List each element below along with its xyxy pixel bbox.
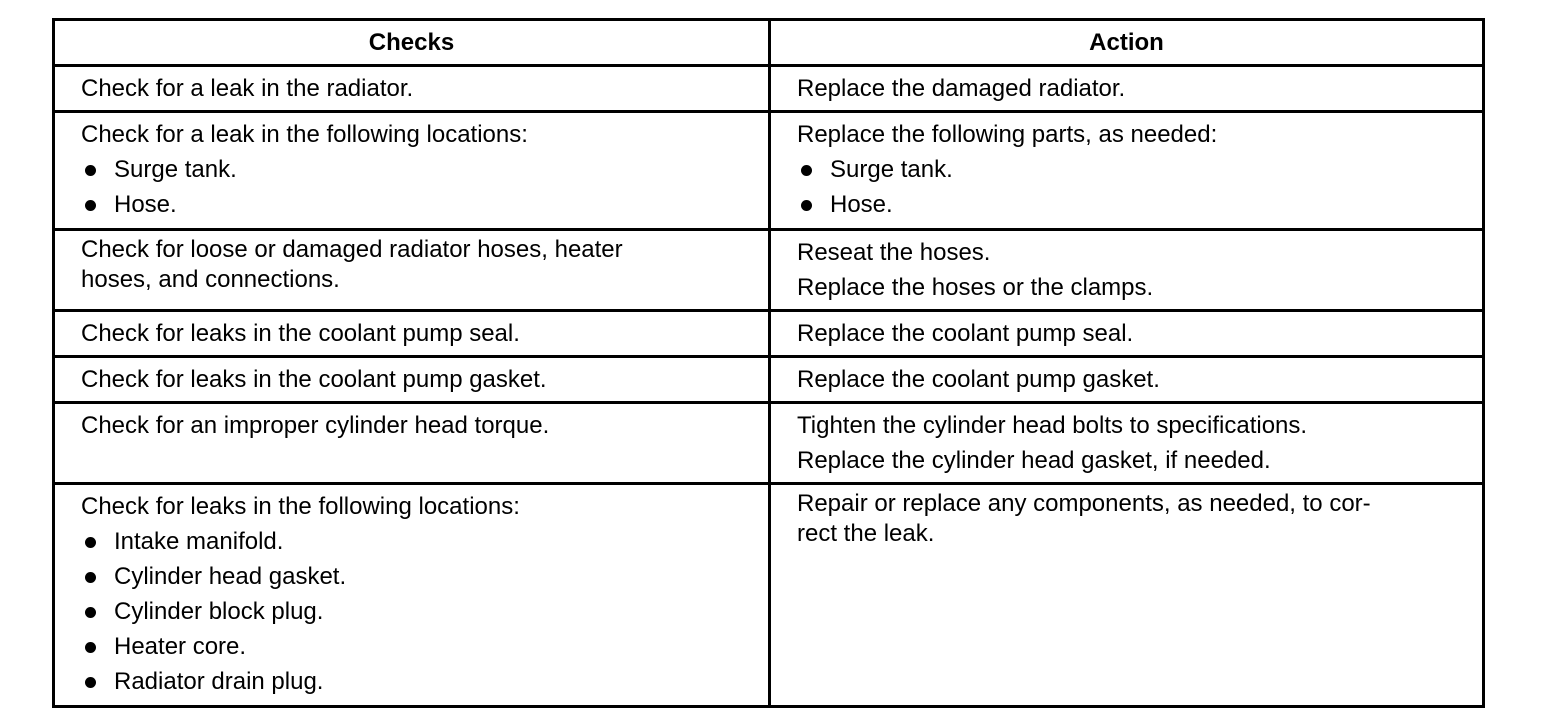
bullet-icon (85, 165, 96, 176)
table-row (54, 112, 1484, 230)
list-item-text: Surge tank. (114, 156, 237, 183)
action-text: Replace the cylinder head gasket, if needed. (797, 447, 1271, 474)
action-text: Replace the following parts, as needed: (797, 121, 1218, 148)
table-row (54, 357, 1484, 403)
list-item (81, 559, 768, 594)
list-item (81, 629, 768, 664)
header-row (54, 20, 1484, 66)
bullet-icon (85, 607, 96, 618)
check-text-line: hoses, and connections. (81, 266, 340, 293)
list-item-text: Hose. (114, 191, 177, 218)
check-cell (54, 311, 770, 357)
table-row (54, 403, 1484, 484)
list-item (797, 152, 1482, 187)
list-item-text: Surge tank. (830, 156, 953, 183)
check-text: Check for an improper cylinder head torque. (81, 412, 550, 439)
list-item-text: Hose. (830, 191, 893, 218)
action-cell (770, 230, 1484, 311)
list-item-text: Heater core. (114, 633, 247, 660)
action-text: Replace the coolant pump seal. (797, 320, 1134, 347)
action-text: Replace the hoses or the clamps. (797, 274, 1154, 301)
check-text (81, 235, 768, 295)
check-bullet-list (81, 152, 768, 222)
table-row (54, 66, 1484, 112)
check-text: Check for leaks in the coolant pump seal. (81, 320, 520, 347)
table-row (54, 311, 1484, 357)
diagnostic-table (52, 18, 1485, 708)
list-item (81, 594, 768, 629)
action-text: Reseat the hoses. (797, 239, 991, 266)
action-text-line: rect the leak. (797, 520, 935, 547)
check-cell (54, 230, 770, 311)
list-item (81, 664, 768, 699)
check-bullet-list (81, 524, 768, 699)
action-text (797, 489, 1482, 549)
list-item-text: Intake manifold. (114, 528, 284, 555)
bullet-icon (801, 200, 812, 211)
list-item-text: Cylinder block plug. (114, 598, 324, 625)
action-cell (770, 484, 1484, 707)
check-cell (54, 66, 770, 112)
check-cell (54, 403, 770, 484)
bullet-icon (85, 200, 96, 211)
check-text: Check for a leak in the following locations: (81, 121, 528, 148)
action-cell (770, 403, 1484, 484)
check-cell (54, 357, 770, 403)
action-bullet-list (797, 152, 1482, 222)
check-text-line: Check for loose or damaged radiator hoses, heater (81, 236, 623, 263)
bullet-icon (801, 165, 812, 176)
check-text: Check for a leak in the radiator. (81, 75, 414, 102)
list-item (81, 152, 768, 187)
action-cell (770, 311, 1484, 357)
check-cell (54, 112, 770, 230)
action-text: Replace the damaged radiator. (797, 75, 1126, 102)
bullet-icon (85, 572, 96, 583)
action-cell (770, 112, 1484, 230)
list-item (797, 187, 1482, 222)
action-text: Tighten the cylinder head bolts to specifications. (797, 412, 1308, 439)
bullet-icon (85, 537, 96, 548)
check-cell (54, 484, 770, 707)
check-text: Check for leaks in the following locations: (81, 493, 520, 520)
table-row (54, 230, 1484, 311)
table-row (54, 484, 1484, 707)
list-item-text: Cylinder head gasket. (114, 563, 347, 590)
list-item (81, 524, 768, 559)
header-checks: Checks (54, 20, 770, 66)
list-item-text: Radiator drain plug. (114, 668, 324, 695)
action-text: Replace the coolant pump gasket. (797, 366, 1160, 393)
action-cell (770, 66, 1484, 112)
bullet-icon (85, 677, 96, 688)
action-text-line: Repair or replace any components, as needed, to cor- (797, 490, 1371, 517)
check-text: Check for leaks in the coolant pump gasket. (81, 366, 547, 393)
bullet-icon (85, 642, 96, 653)
list-item (81, 187, 768, 222)
header-action: Action (770, 20, 1484, 66)
action-cell (770, 357, 1484, 403)
